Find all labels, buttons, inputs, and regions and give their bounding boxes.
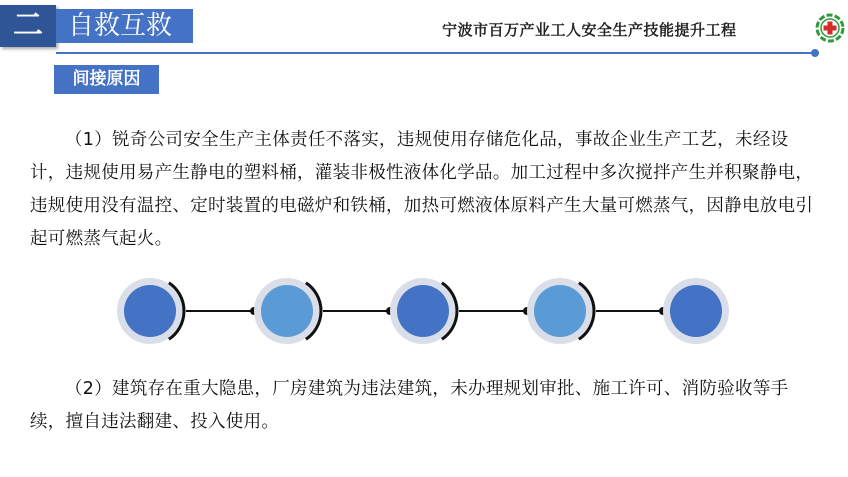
section-title: 自救互救: [56, 9, 193, 43]
timeline-node-core: [124, 285, 176, 337]
header-divider-dot: [811, 49, 819, 57]
timeline-node: [663, 278, 729, 344]
timeline-node: [254, 278, 321, 344]
project-title: 宁波市百万产业工人安全生产技能提升工程: [442, 21, 737, 39]
timeline-node-core: [261, 285, 313, 337]
subsection-label: 间接原因: [54, 65, 159, 94]
timeline-node-core: [397, 285, 449, 337]
timeline-node-core: [534, 285, 586, 337]
safety-cross-logo-icon: [815, 13, 845, 43]
section-number-badge: 二: [0, 5, 56, 47]
timeline-node: [390, 278, 457, 344]
header-divider: [56, 52, 814, 54]
timeline-node-core: [670, 285, 722, 337]
process-timeline: [0, 275, 848, 347]
paragraph-1: （1）锐奇公司安全生产主体责任不落实，违规使用存储危化品，事故企业生产工艺，未经设计，违规使用易产生静电的塑料桶，灌装非极性液体化学品。加工过程中多次搅拌产生并积聚静电，违规使用没有温控、定时装置的电磁炉和铁桶，加热可燃液体原料产生大量可燃蒸气，因静电放电引起可燃蒸气起火。: [30, 130, 814, 249]
timeline-node: [527, 278, 594, 344]
paragraph-2: （2）建筑存在重大隐患，厂房建筑为违法建筑，未办理规划审批、施工许可、消防验收等手续，擅自违法翻建、投入使用。: [30, 379, 789, 432]
timeline-node: [117, 278, 184, 344]
